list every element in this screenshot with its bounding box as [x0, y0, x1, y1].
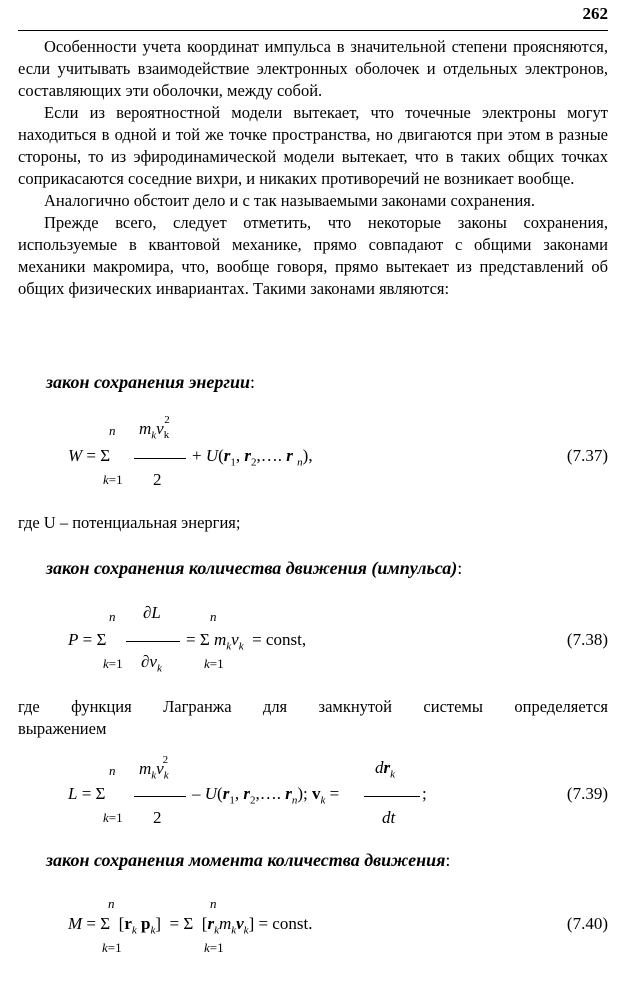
equation-number-7-38: (7.38) — [566, 630, 608, 649]
paragraph-1: Особенности учета координат импульса в значительной степени проясняются, если учитывать взаимодействие электронных оболочек и отдельных электронов, составляющих эти оболочки, между собой. — [18, 37, 608, 100]
note-lagrange-line-1: где функция Лагранжа для замкнутой системы определяется — [18, 697, 608, 716]
equation-number-7-37: (7.37) — [566, 446, 608, 465]
note-lagrange-line-2: выражением — [18, 719, 107, 738]
note-potential-energy: где U – потенциальная энергия; — [18, 513, 241, 532]
heading-energy-conservation: закон сохранения энергии: — [46, 372, 256, 392]
equation-number-7-40: (7.40) — [566, 914, 608, 933]
equation-number-7-39: (7.39) — [566, 784, 608, 803]
paragraph-4: Прежде всего, следует отметить, что некоторые законы сохранения, используемые в квантовой механике, прямо совпадают с общими законами механики макромира, что, вообще говоря, прямо вытекает из представлений об общих физических инвариантах. Такими законами являются: — [18, 213, 608, 298]
page-number: 262 — [582, 4, 608, 23]
header-rule — [18, 30, 608, 31]
heading-angular-momentum-conservation: закон сохранения момента количества движения: — [46, 850, 451, 870]
paragraph-3: Аналогично обстоит дело и с так называемыми законами сохранения. — [44, 191, 536, 210]
paragraph-2: Если из вероятностной модели вытекает, что точечные электроны могут находиться в одной и той же точке пространства, но двигаются при этом в разные стороны, то из эфиродинамической модели вытекает, что в таких общих точках соприкасаются соседние вихри, и никаких противоречий не возникает вообще. — [18, 103, 608, 188]
note-lagrange — [18, 696, 608, 740]
heading-momentum-conservation: закон сохранения количества движения (импульса): — [46, 558, 463, 578]
body-text — [18, 36, 608, 300]
